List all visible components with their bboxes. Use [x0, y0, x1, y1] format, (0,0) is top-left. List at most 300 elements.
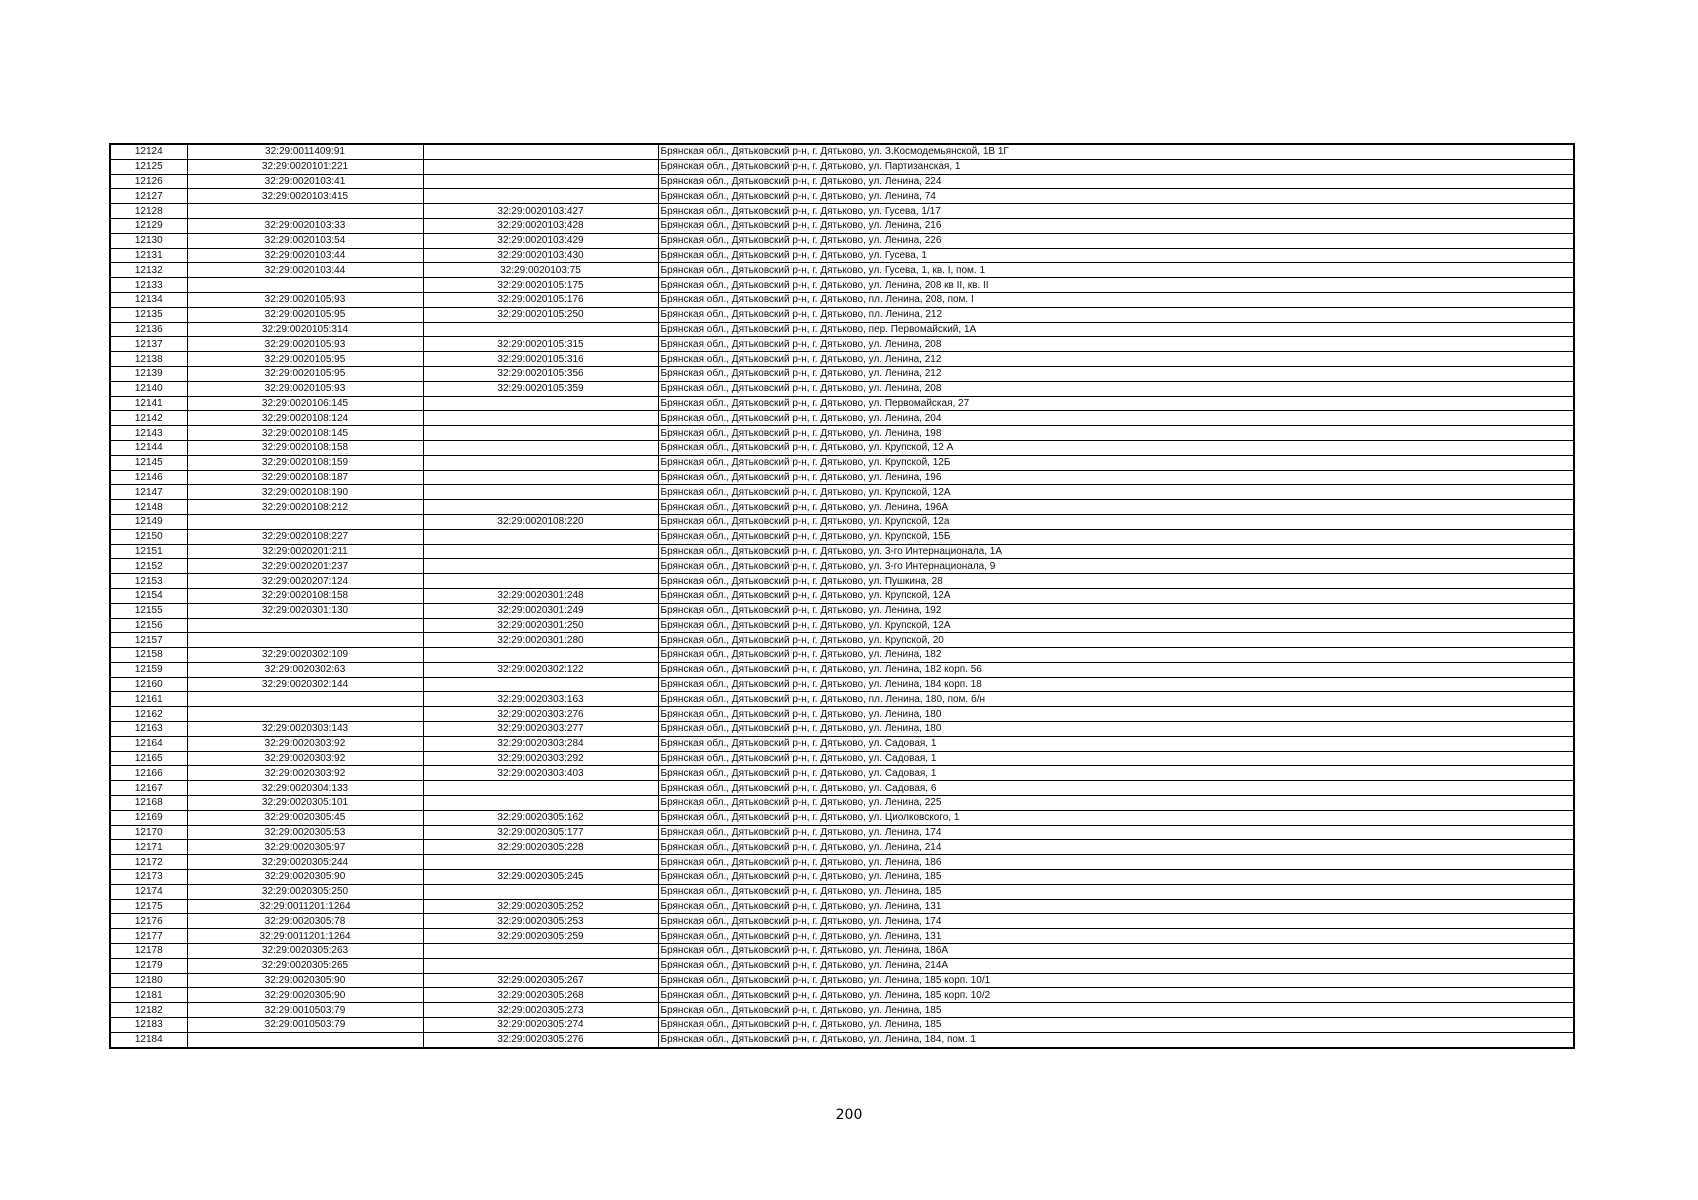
- address-cell: Брянская обл., Дятьковский р-н, г. Дятьково, ул. Ленина, 192: [658, 603, 1574, 618]
- address-cell: Брянская обл., Дятьковский р-н, г. Дятьково, ул. Ленина, 208: [658, 381, 1574, 396]
- related-cadastral-number-cell: 32:29:0020305:252: [423, 899, 658, 914]
- table-row: [110, 174, 1574, 189]
- table-row: [110, 322, 1574, 337]
- related-cadastral-number-cell: 32:29:0020305:177: [423, 825, 658, 840]
- related-cadastral-number-cell: [423, 411, 658, 426]
- row-number-cell: 12134: [110, 292, 187, 307]
- related-cadastral-number-cell: 32:29:0020108:220: [423, 514, 658, 529]
- address-cell: Брянская обл., Дятьковский р-н, г. Дятьково, пл. Ленина, 180, пом. б/н: [658, 692, 1574, 707]
- table-row: [110, 218, 1574, 233]
- table-row: [110, 292, 1574, 307]
- address-cell: Брянская обл., Дятьковский р-н, г. Дятьково, ул. Ленина, 212: [658, 352, 1574, 367]
- cadastral-number-cell: 32:29:0020105:95: [187, 307, 423, 322]
- cadastral-number-cell: 32:29:0020105:95: [187, 366, 423, 381]
- cadastral-number-cell: 32:29:0011201:1264: [187, 899, 423, 914]
- table-row: [110, 204, 1574, 219]
- address-cell: Брянская обл., Дятьковский р-н, г. Дятьково, ул. Ленина, 204: [658, 411, 1574, 426]
- table-row: [110, 1018, 1574, 1033]
- cadastral-number-cell: 32:29:0020108:187: [187, 470, 423, 485]
- row-number-cell: 12135: [110, 307, 187, 322]
- row-number-cell: 12182: [110, 1003, 187, 1018]
- cadastral-number-cell: 32:29:0010503:79: [187, 1003, 423, 1018]
- address-cell: Брянская обл., Дятьковский р-н, г. Дятьково, ул. Ленина, 182 корп. 56: [658, 662, 1574, 677]
- row-number-cell: 12166: [110, 766, 187, 781]
- row-number-cell: 12157: [110, 633, 187, 648]
- table-row: [110, 751, 1574, 766]
- cadastral-number-cell: 32:29:0020105:93: [187, 337, 423, 352]
- related-cadastral-number-cell: 32:29:0020105:315: [423, 337, 658, 352]
- related-cadastral-number-cell: [423, 544, 658, 559]
- address-cell: Брянская обл., Дятьковский р-н, г. Дятьково, ул. Крупской, 12 А: [658, 440, 1574, 455]
- cadastral-number-cell: 32:29:0020303:92: [187, 736, 423, 751]
- address-cell: Брянская обл., Дятьковский р-н, г. Дятьково, ул. Ленина, 180: [658, 707, 1574, 722]
- related-cadastral-number-cell: [423, 884, 658, 899]
- row-number-cell: 12141: [110, 396, 187, 411]
- cadastral-number-cell: 32:29:0020108:159: [187, 455, 423, 470]
- row-number-cell: 12161: [110, 692, 187, 707]
- related-cadastral-number-cell: 32:29:0020103:429: [423, 233, 658, 248]
- related-cadastral-number-cell: 32:29:0020105:316: [423, 352, 658, 367]
- row-number-cell: 12181: [110, 988, 187, 1003]
- table-row: [110, 588, 1574, 603]
- row-number-cell: 12174: [110, 884, 187, 899]
- address-cell: Брянская обл., Дятьковский р-н, г. Дятьково, пер. Первомайский, 1А: [658, 322, 1574, 337]
- cadastral-number-cell: [187, 692, 423, 707]
- related-cadastral-number-cell: [423, 440, 658, 455]
- table-row: [110, 870, 1574, 885]
- address-cell: Брянская обл., Дятьковский р-н, г. Дятьково, ул. Ленина, 185 корп. 10/1: [658, 973, 1574, 988]
- related-cadastral-number-cell: [423, 677, 658, 692]
- related-cadastral-number-cell: 32:29:0020305:228: [423, 840, 658, 855]
- table-row: [110, 1032, 1574, 1047]
- row-number-cell: 12124: [110, 144, 187, 159]
- related-cadastral-number-cell: [423, 485, 658, 500]
- table-row: [110, 381, 1574, 396]
- row-number-cell: 12179: [110, 958, 187, 973]
- row-number-cell: 12177: [110, 929, 187, 944]
- address-cell: Брянская обл., Дятьковский р-н, г. Дятьково, ул. Ленина, 186: [658, 855, 1574, 870]
- table-row: [110, 352, 1574, 367]
- row-number-cell: 12128: [110, 204, 187, 219]
- cadastral-number-cell: 32:29:0020301:130: [187, 603, 423, 618]
- related-cadastral-number-cell: 32:29:0020105:356: [423, 366, 658, 381]
- row-number-cell: 12138: [110, 352, 187, 367]
- address-cell: Брянская обл., Дятьковский р-н, г. Дятьково, ул. Циолковского, 1: [658, 810, 1574, 825]
- address-cell: Брянская обл., Дятьковский р-н, г. Дятьково, ул. Гусева, 1, кв. I, пом. 1: [658, 263, 1574, 278]
- cadastral-number-cell: 32:29:0020305:97: [187, 840, 423, 855]
- related-cadastral-number-cell: 32:29:0020305:267: [423, 973, 658, 988]
- row-number-cell: 12171: [110, 840, 187, 855]
- address-cell: Брянская обл., Дятьковский р-н, г. Дятьково, ул. Ленина, 185: [658, 1003, 1574, 1018]
- table-row: [110, 781, 1574, 796]
- row-number-cell: 12137: [110, 337, 187, 352]
- row-number-cell: 12162: [110, 707, 187, 722]
- table-row: [110, 899, 1574, 914]
- related-cadastral-number-cell: 32:29:0020303:277: [423, 722, 658, 737]
- table-row: [110, 825, 1574, 840]
- row-number-cell: 12168: [110, 796, 187, 811]
- cadastral-number-cell: 32:29:0020101:221: [187, 159, 423, 174]
- related-cadastral-number-cell: 32:29:0020305:162: [423, 810, 658, 825]
- cadastral-number-cell: 32:29:0011409:91: [187, 144, 423, 159]
- address-cell: Брянская обл., Дятьковский р-н, г. Дятьково, ул. Ленина, 214А: [658, 958, 1574, 973]
- address-cell: Брянская обл., Дятьковский р-н, г. Дятьково, ул. Ленина, 185: [658, 1018, 1574, 1033]
- cadastral-number-cell: 32:29:0020207:124: [187, 574, 423, 589]
- cadastral-number-cell: 32:29:0020305:101: [187, 796, 423, 811]
- address-cell: Брянская обл., Дятьковский р-н, г. Дятьково, ул. Ленина, 174: [658, 914, 1574, 929]
- row-number-cell: 12170: [110, 825, 187, 840]
- cadastral-number-cell: 32:29:0020201:237: [187, 559, 423, 574]
- row-number-cell: 12133: [110, 278, 187, 293]
- row-number-cell: 12148: [110, 500, 187, 515]
- cadastral-number-cell: 32:29:0020302:63: [187, 662, 423, 677]
- related-cadastral-number-cell: 32:29:0020303:292: [423, 751, 658, 766]
- table-row: [110, 884, 1574, 899]
- cadastral-number-cell: 32:29:0020303:143: [187, 722, 423, 737]
- cadastral-number-cell: 32:29:0020105:93: [187, 292, 423, 307]
- row-number-cell: 12159: [110, 662, 187, 677]
- table-row: [110, 914, 1574, 929]
- table-row: [110, 707, 1574, 722]
- table-row: [110, 396, 1574, 411]
- row-number-cell: 12178: [110, 944, 187, 959]
- table-row: [110, 796, 1574, 811]
- cadastral-number-cell: [187, 707, 423, 722]
- related-cadastral-number-cell: 32:29:0020303:284: [423, 736, 658, 751]
- row-number-cell: 12153: [110, 574, 187, 589]
- cadastral-number-cell: 32:29:0020103:54: [187, 233, 423, 248]
- related-cadastral-number-cell: [423, 322, 658, 337]
- cadastral-number-cell: 32:29:0020105:314: [187, 322, 423, 337]
- row-number-cell: 12167: [110, 781, 187, 796]
- table-row: [110, 677, 1574, 692]
- address-cell: Брянская обл., Дятьковский р-н, г. Дятьково, ул. Пушкина, 28: [658, 574, 1574, 589]
- table-row: [110, 529, 1574, 544]
- related-cadastral-number-cell: 32:29:0020105:176: [423, 292, 658, 307]
- row-number-cell: 12172: [110, 855, 187, 870]
- table-row: [110, 411, 1574, 426]
- table-row: [110, 633, 1574, 648]
- row-number-cell: 12149: [110, 514, 187, 529]
- table-row: [110, 692, 1574, 707]
- table-row: [110, 766, 1574, 781]
- table-row: [110, 736, 1574, 751]
- cadastral-number-cell: 32:29:0020305:90: [187, 870, 423, 885]
- cadastral-number-cell: 32:29:0020105:93: [187, 381, 423, 396]
- address-cell: Брянская обл., Дятьковский р-н, г. Дятьково, ул. Крупской, 12А: [658, 588, 1574, 603]
- cadastral-number-cell: [187, 618, 423, 633]
- row-number-cell: 12155: [110, 603, 187, 618]
- table-row: [110, 855, 1574, 870]
- cadastral-number-cell: 32:29:0020106:145: [187, 396, 423, 411]
- related-cadastral-number-cell: 32:29:0020305:268: [423, 988, 658, 1003]
- table-row: [110, 944, 1574, 959]
- address-cell: Брянская обл., Дятьковский р-н, г. Дятьково, ул. Ленина, 214: [658, 840, 1574, 855]
- row-number-cell: 12143: [110, 426, 187, 441]
- row-number-cell: 12130: [110, 233, 187, 248]
- related-cadastral-number-cell: 32:29:0020305:259: [423, 929, 658, 944]
- table-row: [110, 248, 1574, 263]
- related-cadastral-number-cell: [423, 174, 658, 189]
- related-cadastral-number-cell: 32:29:0020305:245: [423, 870, 658, 885]
- address-cell: Брянская обл., Дятьковский р-н, г. Дятьково, ул. Ленина, 185: [658, 884, 1574, 899]
- related-cadastral-number-cell: 32:29:0020301:280: [423, 633, 658, 648]
- row-number-cell: 12145: [110, 455, 187, 470]
- related-cadastral-number-cell: 32:29:0020301:248: [423, 588, 658, 603]
- row-number-cell: 12151: [110, 544, 187, 559]
- address-cell: Брянская обл., Дятьковский р-н, г. Дятьково, ул. Садовая, 1: [658, 766, 1574, 781]
- cadastral-number-cell: 32:29:0020108:158: [187, 588, 423, 603]
- related-cadastral-number-cell: 32:29:0020305:276: [423, 1032, 658, 1047]
- table-row: [110, 929, 1574, 944]
- address-cell: Брянская обл., Дятьковский р-н, г. Дятьково, ул. Первомайская, 27: [658, 396, 1574, 411]
- row-number-cell: 12132: [110, 263, 187, 278]
- address-cell: Брянская обл., Дятьковский р-н, г. Дятьково, ул. 3-го Интернационала, 1А: [658, 544, 1574, 559]
- related-cadastral-number-cell: 32:29:0020302:122: [423, 662, 658, 677]
- cadastral-number-cell: 32:29:0020305:90: [187, 988, 423, 1003]
- row-number-cell: 12164: [110, 736, 187, 751]
- related-cadastral-number-cell: [423, 574, 658, 589]
- cadastral-number-cell: 32:29:0020108:145: [187, 426, 423, 441]
- address-cell: Брянская обл., Дятьковский р-н, г. Дятьково, ул. Ленина, 182: [658, 648, 1574, 663]
- address-cell: Брянская обл., Дятьковский р-н, г. Дятьково, ул. Крупской, 12а: [658, 514, 1574, 529]
- related-cadastral-number-cell: 32:29:0020103:75: [423, 263, 658, 278]
- address-cell: Брянская обл., Дятьковский р-н, г. Дятьково, ул. Гусева, 1: [658, 248, 1574, 263]
- row-number-cell: 12144: [110, 440, 187, 455]
- related-cadastral-number-cell: [423, 855, 658, 870]
- registry-table: [109, 143, 1575, 1049]
- row-number-cell: 12165: [110, 751, 187, 766]
- cadastral-number-cell: 32:29:0020103:415: [187, 189, 423, 204]
- table-row: [110, 500, 1574, 515]
- related-cadastral-number-cell: [423, 958, 658, 973]
- table-row: [110, 440, 1574, 455]
- related-cadastral-number-cell: [423, 426, 658, 441]
- cadastral-number-cell: [187, 633, 423, 648]
- table-row: [110, 366, 1574, 381]
- row-number-cell: 12183: [110, 1018, 187, 1033]
- table-row: [110, 337, 1574, 352]
- cadastral-number-cell: 32:29:0010503:79: [187, 1018, 423, 1033]
- related-cadastral-number-cell: 32:29:0020303:276: [423, 707, 658, 722]
- related-cadastral-number-cell: [423, 500, 658, 515]
- cadastral-number-cell: 32:29:0020108:227: [187, 529, 423, 544]
- cadastral-number-cell: 32:29:0011201:1264: [187, 929, 423, 944]
- related-cadastral-number-cell: [423, 144, 658, 159]
- address-cell: Брянская обл., Дятьковский р-н, г. Дятьково, ул. Ленина, 198: [658, 426, 1574, 441]
- address-cell: Брянская обл., Дятьковский р-н, г. Дятьково, ул. Ленина, 184, пом. 1: [658, 1032, 1574, 1047]
- cadastral-number-cell: 32:29:0020305:250: [187, 884, 423, 899]
- table-row: [110, 958, 1574, 973]
- address-cell: Брянская обл., Дятьковский р-н, г. Дятьково, пл. Ленина, 208, пом. I: [658, 292, 1574, 307]
- cadastral-number-cell: 32:29:0020305:78: [187, 914, 423, 929]
- address-cell: Брянская обл., Дятьковский р-н, г. Дятьково, ул. Гусева, 1/17: [658, 204, 1574, 219]
- cadastral-number-cell: 32:29:0020305:263: [187, 944, 423, 959]
- row-number-cell: 12152: [110, 559, 187, 574]
- table-row: [110, 470, 1574, 485]
- cadastral-number-cell: 32:29:0020302:109: [187, 648, 423, 663]
- row-number-cell: 12156: [110, 618, 187, 633]
- row-number-cell: 12131: [110, 248, 187, 263]
- table-row: [110, 662, 1574, 677]
- table-row: [110, 514, 1574, 529]
- cadastral-number-cell: [187, 514, 423, 529]
- related-cadastral-number-cell: 32:29:0020303:163: [423, 692, 658, 707]
- address-cell: Брянская обл., Дятьковский р-н, г. Дятьково, ул. Садовая, 1: [658, 736, 1574, 751]
- cadastral-number-cell: 32:29:0020108:158: [187, 440, 423, 455]
- address-cell: Брянская обл., Дятьковский р-н, г. Дятьково, ул. Ленина, 184 корп. 18: [658, 677, 1574, 692]
- related-cadastral-number-cell: [423, 470, 658, 485]
- address-cell: Брянская обл., Дятьковский р-н, г. Дятьково, ул. Ленина, 174: [658, 825, 1574, 840]
- address-cell: Брянская обл., Дятьковский р-н, г. Дятьково, ул. Ленина, 208: [658, 337, 1574, 352]
- table-row: [110, 189, 1574, 204]
- cadastral-number-cell: 32:29:0020103:41: [187, 174, 423, 189]
- table-row: [110, 973, 1574, 988]
- table-row: [110, 648, 1574, 663]
- row-number-cell: 12147: [110, 485, 187, 500]
- related-cadastral-number-cell: [423, 455, 658, 470]
- row-number-cell: 12146: [110, 470, 187, 485]
- row-number-cell: 12127: [110, 189, 187, 204]
- cadastral-number-cell: 32:29:0020305:53: [187, 825, 423, 840]
- row-number-cell: 12136: [110, 322, 187, 337]
- table-row: [110, 1003, 1574, 1018]
- row-number-cell: 12175: [110, 899, 187, 914]
- row-number-cell: 12176: [110, 914, 187, 929]
- table-row: [110, 278, 1574, 293]
- row-number-cell: 12126: [110, 174, 187, 189]
- cadastral-number-cell: 32:29:0020103:44: [187, 263, 423, 278]
- row-number-cell: 12140: [110, 381, 187, 396]
- table-row: [110, 559, 1574, 574]
- address-cell: Брянская обл., Дятьковский р-н, г. Дятьково, ул. Крупской, 12А: [658, 618, 1574, 633]
- table-row: [110, 988, 1574, 1003]
- related-cadastral-number-cell: 32:29:0020301:249: [423, 603, 658, 618]
- address-cell: Брянская обл., Дятьковский р-н, г. Дятьково, ул. Ленина, 196А: [658, 500, 1574, 515]
- table-row: [110, 426, 1574, 441]
- table-row: [110, 144, 1574, 159]
- address-cell: Брянская обл., Дятьковский р-н, г. Дятьково, ул. Крупской, 20: [658, 633, 1574, 648]
- row-number-cell: 12139: [110, 366, 187, 381]
- cadastral-number-cell: 32:29:0020303:92: [187, 751, 423, 766]
- related-cadastral-number-cell: [423, 796, 658, 811]
- cadastral-number-cell: 32:29:0020108:190: [187, 485, 423, 500]
- row-number-cell: 12184: [110, 1032, 187, 1047]
- address-cell: Брянская обл., Дятьковский р-н, г. Дятьково, ул. Партизанская, 1: [658, 159, 1574, 174]
- table-row: [110, 455, 1574, 470]
- related-cadastral-number-cell: 32:29:0020303:403: [423, 766, 658, 781]
- cadastral-number-cell: 32:29:0020108:124: [187, 411, 423, 426]
- table-row: [110, 544, 1574, 559]
- related-cadastral-number-cell: [423, 781, 658, 796]
- row-number-cell: 12180: [110, 973, 187, 988]
- table-row: [110, 618, 1574, 633]
- row-number-cell: 12163: [110, 722, 187, 737]
- cadastral-number-cell: [187, 1032, 423, 1047]
- address-cell: Брянская обл., Дятьковский р-н, г. Дятьково, ул. Крупской, 12А: [658, 485, 1574, 500]
- row-number-cell: 12160: [110, 677, 187, 692]
- row-number-cell: 12173: [110, 870, 187, 885]
- cadastral-number-cell: 32:29:0020303:92: [187, 766, 423, 781]
- address-cell: Брянская обл., Дятьковский р-н, г. Дятьково, ул. 3-го Интернационала, 9: [658, 559, 1574, 574]
- row-number-cell: 12169: [110, 810, 187, 825]
- cadastral-number-cell: 32:29:0020103:33: [187, 218, 423, 233]
- address-cell: Брянская обл., Дятьковский р-н, г. Дятьково, ул. Садовая, 6: [658, 781, 1574, 796]
- related-cadastral-number-cell: 32:29:0020305:253: [423, 914, 658, 929]
- cadastral-number-cell: [187, 278, 423, 293]
- address-cell: Брянская обл., Дятьковский р-н, г. Дятьково, ул. Ленина, 208 кв II, кв. II: [658, 278, 1574, 293]
- related-cadastral-number-cell: [423, 944, 658, 959]
- address-cell: Брянская обл., Дятьковский р-н, г. Дятьково, ул. Ленина, 226: [658, 233, 1574, 248]
- address-cell: Брянская обл., Дятьковский р-н, г. Дятьково, ул. Ленина, 224: [658, 174, 1574, 189]
- related-cadastral-number-cell: [423, 529, 658, 544]
- cadastral-number-cell: 32:29:0020201:211: [187, 544, 423, 559]
- row-number-cell: 12158: [110, 648, 187, 663]
- table-row: [110, 485, 1574, 500]
- related-cadastral-number-cell: 32:29:0020103:430: [423, 248, 658, 263]
- address-cell: Брянская обл., Дятьковский р-н, г. Дятьково, ул. Ленина, 196: [658, 470, 1574, 485]
- address-cell: Брянская обл., Дятьковский р-н, г. Дятьково, ул. Садовая, 1: [658, 751, 1574, 766]
- address-cell: Брянская обл., Дятьковский р-н, г. Дятьково, ул. Ленина, 131: [658, 929, 1574, 944]
- related-cadastral-number-cell: [423, 648, 658, 663]
- related-cadastral-number-cell: [423, 159, 658, 174]
- address-cell: Брянская обл., Дятьковский р-н, г. Дятьково, ул. Крупской, 12Б: [658, 455, 1574, 470]
- related-cadastral-number-cell: [423, 189, 658, 204]
- table-row: [110, 159, 1574, 174]
- table-row: [110, 307, 1574, 322]
- address-cell: Брянская обл., Дятьковский р-н, г. Дятьково, ул. Ленина, 185: [658, 870, 1574, 885]
- related-cadastral-number-cell: 32:29:0020305:273: [423, 1003, 658, 1018]
- table-row: [110, 603, 1574, 618]
- row-number-cell: 12125: [110, 159, 187, 174]
- related-cadastral-number-cell: 32:29:0020103:427: [423, 204, 658, 219]
- table-row: [110, 233, 1574, 248]
- address-cell: Брянская обл., Дятьковский р-н, г. Дятьково, ул. З.Космодемьянской, 1В 1Г: [658, 144, 1574, 159]
- address-cell: Брянская обл., Дятьковский р-н, г. Дятьково, ул. Ленина, 185 корп. 10/2: [658, 988, 1574, 1003]
- cadastral-number-cell: 32:29:0020305:90: [187, 973, 423, 988]
- cadastral-number-cell: 32:29:0020103:44: [187, 248, 423, 263]
- cadastral-number-cell: 32:29:0020304:133: [187, 781, 423, 796]
- cadastral-number-cell: 32:29:0020108:212: [187, 500, 423, 515]
- registry-table-body: [110, 144, 1574, 1048]
- related-cadastral-number-cell: 32:29:0020105:175: [423, 278, 658, 293]
- table-row: [110, 722, 1574, 737]
- row-number-cell: 12154: [110, 588, 187, 603]
- related-cadastral-number-cell: 32:29:0020301:250: [423, 618, 658, 633]
- cadastral-number-cell: 32:29:0020305:244: [187, 855, 423, 870]
- related-cadastral-number-cell: [423, 559, 658, 574]
- address-cell: Брянская обл., Дятьковский р-н, г. Дятьково, ул. Ленина, 216: [658, 218, 1574, 233]
- related-cadastral-number-cell: [423, 396, 658, 411]
- row-number-cell: 12142: [110, 411, 187, 426]
- related-cadastral-number-cell: 32:29:0020105:250: [423, 307, 658, 322]
- table-row: [110, 810, 1574, 825]
- page-number: 200: [835, 1107, 863, 1123]
- address-cell: Брянская обл., Дятьковский р-н, г. Дятьково, ул. Крупской, 15Б: [658, 529, 1574, 544]
- related-cadastral-number-cell: 32:29:0020305:274: [423, 1018, 658, 1033]
- cadastral-number-cell: 32:29:0020305:265: [187, 958, 423, 973]
- related-cadastral-number-cell: 32:29:0020105:359: [423, 381, 658, 396]
- row-number-cell: 12129: [110, 218, 187, 233]
- related-cadastral-number-cell: 32:29:0020103:428: [423, 218, 658, 233]
- address-cell: Брянская обл., Дятьковский р-н, г. Дятьково, пл. Ленина, 212: [658, 307, 1574, 322]
- address-cell: Брянская обл., Дятьковский р-н, г. Дятьково, ул. Ленина, 131: [658, 899, 1574, 914]
- table-row: [110, 263, 1574, 278]
- address-cell: Брянская обл., Дятьковский р-н, г. Дятьково, ул. Ленина, 180: [658, 722, 1574, 737]
- cadastral-number-cell: 32:29:0020305:45: [187, 810, 423, 825]
- table-row: [110, 574, 1574, 589]
- cadastral-number-cell: 32:29:0020105:95: [187, 352, 423, 367]
